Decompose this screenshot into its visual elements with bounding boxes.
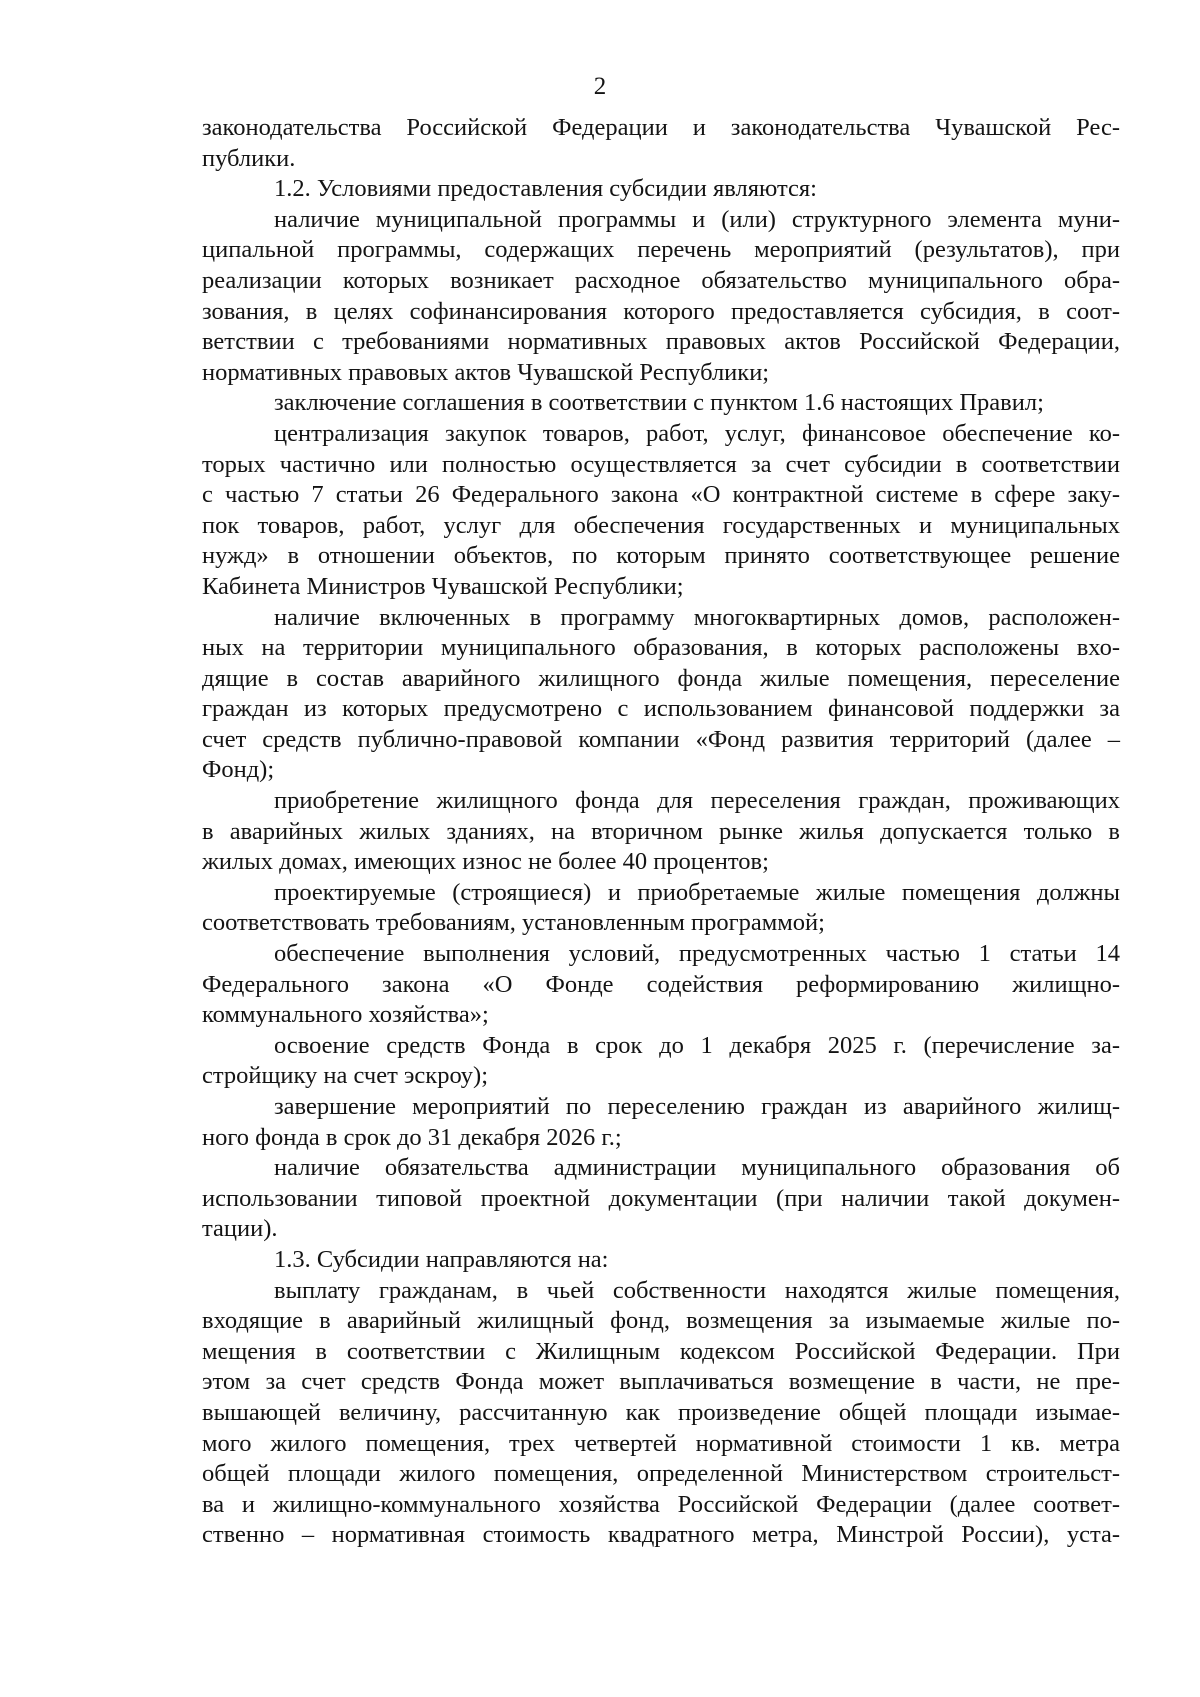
- text-line: граждан из которых предусмотрено с использованием финансовой поддержки за: [202, 695, 1120, 723]
- page-number: 2: [593, 73, 607, 100]
- text-line: ветствии с требованиями нормативных правовых актов Российской Федерации,: [202, 328, 1120, 356]
- text-line: завершение мероприятий по переселению граждан из аварийного жилищ-: [274, 1093, 1120, 1120]
- text-line: торых частично или полностью осуществляется за счет субсидии в соответствии: [202, 450, 1120, 478]
- text-line: законодательства Российской Федерации и законодательства Чувашской Рес-: [202, 114, 1120, 141]
- text-line: обеспечение выполнения условий, предусмотренных частью 1 статьи 14: [274, 940, 1120, 968]
- text-line: заключение соглашения в соответствии с пунктом 1.6 настоящих Правил;: [274, 389, 1044, 417]
- text-line: общей площади жилого помещения, определенной Министерством строительст-: [202, 1460, 1120, 1488]
- text-line: 1.2. Условиями предоставления субсидии являются:: [274, 175, 817, 203]
- text-line: публики.: [202, 144, 296, 172]
- text-line: этом за счет средств Фонда может выплачиваться возмещение в части, не пре-: [202, 1368, 1120, 1396]
- text-line: использовании типовой проектной документации (при наличии такой докумен-: [202, 1184, 1120, 1212]
- text-line: жилых домах, имеющих износ не более 40 процентов;: [202, 848, 769, 876]
- text-line: реализации которых возникает расходное обязательство муниципального обра-: [202, 266, 1120, 294]
- text-line: выплату гражданам, в чьей собственности находятся жилые помещения,: [274, 1276, 1120, 1304]
- text-line: зования, в целях софинансирования которого предоставляется субсидия, в соот-: [202, 297, 1120, 325]
- text-line: пок товаров, работ, услуг для обеспечения государственных и муниципальных: [202, 511, 1120, 539]
- text-line: стройщику на счет эскроу);: [202, 1062, 488, 1090]
- text-line: ных на территории муниципального образования, в которых расположены вхо-: [202, 634, 1120, 662]
- text-line: нужд» в отношении объектов, по которым принято соответствующее решение: [202, 542, 1120, 570]
- text-line: наличие включенных в программу многоквартирных домов, расположен-: [274, 603, 1120, 631]
- text-line: освоение средств Фонда в срок до 1 декабря 2025 г. (перечисление за-: [274, 1031, 1120, 1059]
- text-line: тации).: [202, 1215, 278, 1243]
- text-line: вышающей величину, рассчитанную как произведение общей площади изымае-: [202, 1398, 1120, 1426]
- text-line: наличие муниципальной программы и (или) структурного элемента муни-: [274, 205, 1120, 233]
- text-line: в аварийных жилых зданиях, на вторичном рынке жилья допускается только в: [202, 817, 1120, 845]
- text-line: 1.3. Субсидии направляются на:: [274, 1245, 609, 1273]
- text-line: Кабинета Министров Чувашской Республики;: [202, 572, 684, 600]
- text-line: коммунального хозяйства»;: [202, 1001, 489, 1029]
- text-line: мого жилого помещения, трех четвертей нормативной стоимости 1 кв. метра: [202, 1429, 1120, 1457]
- text-line: Федерального закона «О Фонде содействия реформированию жилищно-: [202, 970, 1120, 998]
- text-line: наличие обязательства администрации муниципального образования об: [274, 1154, 1120, 1182]
- text-line: счет средств публично-правовой компании «Фонд развития территорий (далее –: [202, 725, 1120, 753]
- document-body: [202, 113, 1120, 1551]
- text-line: ципальной программы, содержащих перечень мероприятий (результатов), при: [202, 236, 1120, 264]
- text-line: ва и жилищно-коммунального хозяйства Российской Федерации (далее соответ-: [202, 1490, 1120, 1518]
- text-line: приобретение жилищного фонда для переселения граждан, проживающих: [274, 787, 1120, 815]
- text-line: ственно – нормативная стоимость квадратного метра, Минстрой России), уста-: [202, 1521, 1120, 1549]
- text-line: с частью 7 статьи 26 Федерального закона «О контрактной системе в сфере заку-: [202, 481, 1120, 509]
- text-line: мещения в соответствии с Жилищным кодексом Российской Федерации. При: [202, 1337, 1120, 1365]
- text-line: ного фонда в срок до 31 декабря 2026 г.;: [202, 1123, 622, 1151]
- text-line: Фонд);: [202, 756, 275, 784]
- text-line: проектируемые (строящиеся) и приобретаемые жилые помещения должны: [274, 878, 1120, 906]
- text-line: централизация закупок товаров, работ, услуг, финансовое обеспечение ко-: [274, 419, 1120, 447]
- text-line: дящие в состав аварийного жилищного фонда жилые помещения, переселение: [202, 664, 1120, 692]
- text-line: соответствовать требованиям, установленным программой;: [202, 909, 825, 937]
- text-line: входящие в аварийный жилищный фонд, возмещения за изымаемые жилые по-: [202, 1307, 1120, 1335]
- text-line: нормативных правовых актов Чувашской Республики;: [202, 358, 770, 386]
